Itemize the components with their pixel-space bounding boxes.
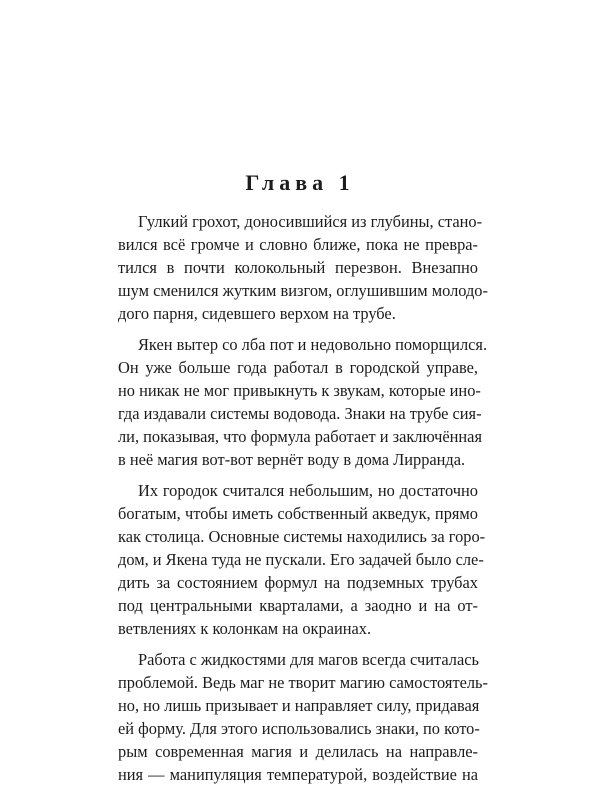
text-line: ния — манипуляция температурой, воздействие на xyxy=(118,765,478,784)
paragraph xyxy=(118,479,486,640)
chapter-title: Глава 1 xyxy=(245,170,355,195)
paragraph xyxy=(118,333,488,471)
text-line: ли, показывая, что формула работает и заключённая xyxy=(118,427,482,446)
paragraph xyxy=(118,210,488,325)
paragraph-gap xyxy=(118,325,478,333)
text-line: но, но лишь призывает и направляет силу, придавая xyxy=(118,696,480,715)
text-line: дого парня, сидевшего верхом на трубе. xyxy=(118,304,396,323)
text-line: тился в почти колокольный перезвон. Внезапно xyxy=(118,258,478,277)
text-line: рым современная магия и делилась на направле- xyxy=(118,742,478,761)
text-line: гда издавали системы водовода. Знаки на трубе сия- xyxy=(118,404,482,423)
text-line: шум сменился жутким визгом, оглушившим молодо- xyxy=(118,281,488,300)
text-line: ей форму. Для этого использовались знаки, по кото- xyxy=(118,719,480,738)
text-line: ветвлениях к колонкам на окраинах. xyxy=(118,619,372,638)
text-line: дом, и Якена туда не пускали. Его задачей было сле- xyxy=(118,550,484,569)
text-line: как столица. Основные системы находились за горо- xyxy=(118,527,486,546)
chapter-body-text xyxy=(118,210,488,786)
text-line: дить за состоянием формул на подземных трубах xyxy=(118,573,478,592)
text-line: под центральными кварталами, а заодно и на от- xyxy=(118,596,478,615)
text-line: богатым, чтобы иметь собственный акведук, прямо xyxy=(118,504,478,523)
text-line: проблемой. Ведь маг не творит магию самостоятель- xyxy=(118,673,488,692)
paragraph-gap xyxy=(118,640,478,648)
text-line: Работа с жидкостями для магов всегда считалась xyxy=(138,650,479,669)
text-line: Гулкий грохот, доносившийся из глубины, стано- xyxy=(138,212,483,231)
text-line: Якен вытер со лба пот и недовольно поморщился. xyxy=(138,335,488,354)
text-line: вился всё громче и словно ближе, пока не превра- xyxy=(118,235,478,254)
text-line: но никак не мог привыкнуть к звукам, которые ино- xyxy=(118,381,481,400)
text-line: Он уже больше года работал в городской управе, xyxy=(118,358,478,377)
paragraph-gap xyxy=(118,471,478,479)
paragraph xyxy=(118,648,488,786)
text-line: в неё магия вот-вот вернёт воду в дома Лирранда. xyxy=(118,450,466,469)
text-line: Их городок считался небольшим, но достаточно xyxy=(138,481,478,500)
